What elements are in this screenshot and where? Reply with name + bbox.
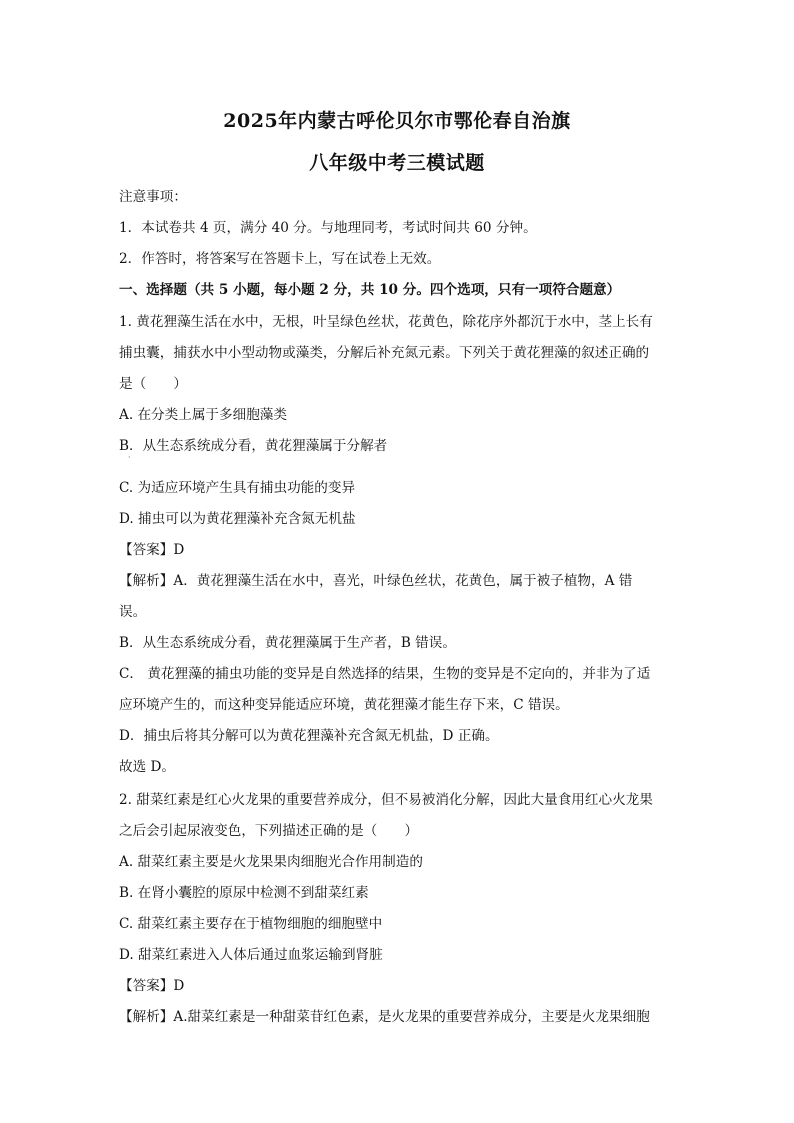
q1-stem-line3: 是（ ）: [119, 376, 187, 392]
stray-dot-mark: ·: [128, 453, 131, 462]
q1-answer: 【答案】D: [119, 542, 185, 558]
q1-analysis-line1: 【解析】A．黄花狸藻生活在水中，喜光，叶绿色丝状，花黄色，属于被子植物，A 错: [119, 573, 633, 589]
q2-option-c: C. 甜菜红素主要存在于植物细胞的细胞壁中: [119, 916, 383, 932]
section-heading-choice: 一、选择题（共 5 小题，每小题 2 分，共 10 分。四个选项，只有一项符合题意）: [119, 282, 621, 298]
q1-option-b: B．从生态系统成分看，黄花狸藻属于分解者: [119, 438, 388, 454]
q2-option-a: A. 甜菜红素主要是火龙果果肉细胞光合作用制造的: [119, 854, 423, 870]
q1-analysis-line6: D．捕虫后将其分解可以为黄花狸藻补充含氮无机盐，D 正确。: [119, 728, 499, 744]
q1-analysis-line7: 故选 D。: [119, 759, 176, 775]
q1-option-a: A. 在分类上属于多细胞藻类: [119, 407, 287, 423]
notes-label: 注意事项：: [119, 189, 187, 205]
document-title-line2: 八年级中考三模试题: [309, 152, 485, 174]
q1-option-c: C. 为适应环境产生具有捕虫功能的变异: [119, 480, 356, 496]
q2-option-d: D. 甜菜红素进入人体后通过血浆运输到肾脏: [119, 947, 383, 963]
q2-option-b: B. 在肾小囊腔的原尿中检测不到甜菜红素: [119, 885, 369, 901]
q2-stem-line1: 2. 甜菜红素是红心火龙果的重要营养成分，但不易被消化分解，因此大量食用红心火龙果: [119, 792, 653, 808]
q1-analysis-line4: C． 黄花狸藻的捕虫功能的变异是自然选择的结果，生物的变异是不定向的，并非为了适: [119, 666, 651, 682]
q1-analysis-line3: B．从生态系统成分看，黄花狸藻属于生产者，B 错误。: [119, 635, 456, 651]
q1-stem-line1: 1. 黄花狸藻生活在水中，无根，叶呈绿色丝状，花黄色，除花序外都沉于水中，茎上长有: [119, 314, 653, 330]
q2-stem-line2: 之后会引起尿液变色，下列描述正确的是（ ）: [119, 823, 419, 839]
note-1: 1．本试卷共 4 页，满分 40 分。与地理同考，考试时间共 60 分钟。: [119, 220, 537, 236]
q1-stem-line2: 捕虫囊，捕获水中小型动物或藻类，分解后补充氮元素。下列关于黄花狸藻的叙述正确的: [119, 345, 650, 361]
q1-analysis-line5: 应环境产生的，而这种变异能适应环境，黄花狸藻才能生存下来，C 错误。: [119, 697, 569, 713]
q2-analysis-line1: 【解析】A.甜菜红素是一种甜菜苷红色素，是火龙果的重要营养成分，主要是火龙果细胞: [119, 1009, 650, 1025]
note-2: 2．作答时，将答案写在答题卡上，写在试卷上无效。: [119, 251, 441, 267]
q1-option-d: D. 捕虫可以为黄花狸藻补充含氮无机盐: [119, 511, 356, 527]
q2-answer: 【答案】D: [119, 978, 185, 994]
document-title-line1: 2025年内蒙古呼伦贝尔市鄂伦春自治旗: [223, 110, 571, 132]
q1-analysis-line2: 误。: [119, 604, 147, 620]
